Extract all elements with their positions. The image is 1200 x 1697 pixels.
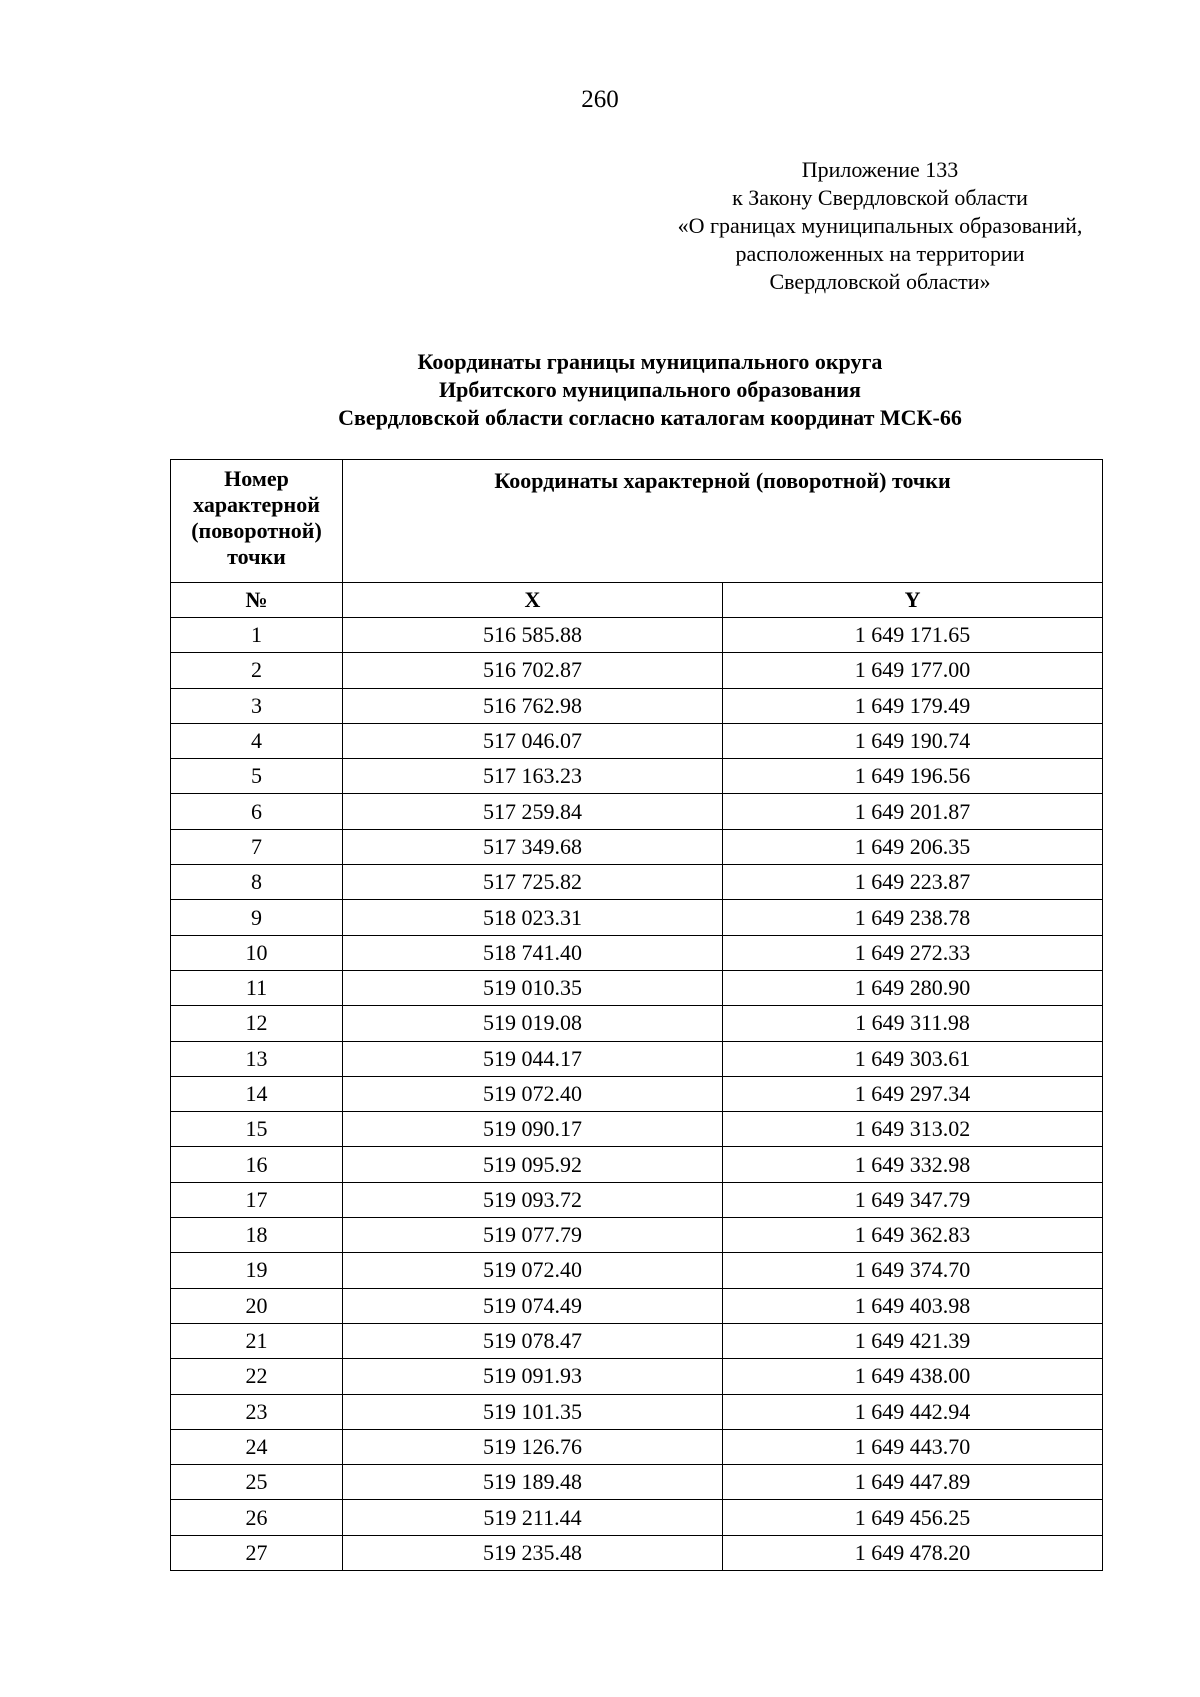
- y-coordinate-cell: 1 649 171.65: [723, 618, 1103, 653]
- table-row: [171, 829, 1103, 864]
- point-number-cell: 20: [171, 1288, 343, 1323]
- table-row: [171, 1500, 1103, 1535]
- y-coordinate-cell: 1 649 443.70: [723, 1429, 1103, 1464]
- point-number-cell: 2: [171, 653, 343, 688]
- y-coordinate-cell: 1 649 272.33: [723, 935, 1103, 970]
- point-number-cell: 16: [171, 1147, 343, 1182]
- table-row: [171, 865, 1103, 900]
- header-coordinates: Координаты характерной (поворотной) точки: [343, 460, 1103, 583]
- table-body: [171, 618, 1103, 1571]
- table-row: [171, 794, 1103, 829]
- point-number-cell: 12: [171, 1006, 343, 1041]
- point-number-cell: 21: [171, 1323, 343, 1358]
- appendix-line: Свердловской области»: [769, 269, 991, 294]
- y-coordinate-cell: 1 649 421.39: [723, 1323, 1103, 1358]
- y-coordinate-cell: 1 649 313.02: [723, 1112, 1103, 1147]
- appendix-line: Приложение 133: [801, 157, 959, 182]
- y-coordinate-cell: 1 649 438.00: [723, 1359, 1103, 1394]
- y-coordinate-cell: 1 649 332.98: [723, 1147, 1103, 1182]
- title-line: Ирбитского муниципального образования: [439, 377, 861, 402]
- point-number-cell: 24: [171, 1429, 343, 1464]
- y-coordinate-cell: 1 649 177.00: [723, 653, 1103, 688]
- table-row: [171, 1218, 1103, 1253]
- x-coordinate-cell: 519 235.48: [343, 1535, 723, 1570]
- y-coordinate-cell: 1 649 442.94: [723, 1394, 1103, 1429]
- title-line: Координаты границы муниципального округа: [417, 349, 883, 374]
- x-coordinate-cell: 519 019.08: [343, 1006, 723, 1041]
- table-row: [171, 653, 1103, 688]
- x-coordinate-cell: 519 072.40: [343, 1253, 723, 1288]
- x-coordinate-cell: 519 126.76: [343, 1429, 723, 1464]
- y-coordinate-cell: 1 649 362.83: [723, 1218, 1103, 1253]
- column-number-header: №: [171, 583, 343, 618]
- page-number: 260: [581, 86, 619, 113]
- table-row: [171, 935, 1103, 970]
- table-row: [171, 1429, 1103, 1464]
- y-coordinate-cell: 1 649 179.49: [723, 688, 1103, 723]
- point-number-cell: 9: [171, 900, 343, 935]
- column-x-header: X: [343, 583, 723, 618]
- point-number-cell: 14: [171, 1076, 343, 1111]
- table-row: [171, 1359, 1103, 1394]
- point-number-cell: 8: [171, 865, 343, 900]
- y-coordinate-cell: 1 649 201.87: [723, 794, 1103, 829]
- header-point-number: Номер характерной (поворотной) точки: [171, 460, 343, 583]
- coordinates-table: [170, 459, 1103, 1571]
- appendix-line: расположенных на территории: [735, 241, 1025, 266]
- x-coordinate-cell: 517 163.23: [343, 759, 723, 794]
- y-coordinate-cell: 1 649 280.90: [723, 970, 1103, 1005]
- point-number-cell: 6: [171, 794, 343, 829]
- point-number-cell: 5: [171, 759, 343, 794]
- point-number-cell: 13: [171, 1041, 343, 1076]
- table-row: [171, 1006, 1103, 1041]
- x-coordinate-cell: 519 072.40: [343, 1076, 723, 1111]
- appendix-line: «О границах муниципальных образований,: [677, 213, 1083, 238]
- x-coordinate-cell: 519 189.48: [343, 1465, 723, 1500]
- table-row: [171, 1288, 1103, 1323]
- point-number-cell: 17: [171, 1182, 343, 1217]
- point-number-cell: 26: [171, 1500, 343, 1535]
- column-y-header: Y: [723, 583, 1103, 618]
- point-number-cell: 3: [171, 688, 343, 723]
- y-coordinate-cell: 1 649 347.79: [723, 1182, 1103, 1217]
- point-number-cell: 7: [171, 829, 343, 864]
- y-coordinate-cell: 1 649 238.78: [723, 900, 1103, 935]
- x-coordinate-cell: 517 349.68: [343, 829, 723, 864]
- table-row: [171, 1182, 1103, 1217]
- table-row: [171, 1112, 1103, 1147]
- x-coordinate-cell: 519 095.92: [343, 1147, 723, 1182]
- point-number-cell: 22: [171, 1359, 343, 1394]
- point-number-cell: 15: [171, 1112, 343, 1147]
- x-coordinate-cell: 519 101.35: [343, 1394, 723, 1429]
- y-coordinate-cell: 1 649 447.89: [723, 1465, 1103, 1500]
- y-coordinate-cell: 1 649 456.25: [723, 1500, 1103, 1535]
- x-coordinate-cell: 519 010.35: [343, 970, 723, 1005]
- appendix-reference: [620, 156, 1140, 296]
- point-number-cell: 27: [171, 1535, 343, 1570]
- x-coordinate-cell: 519 091.93: [343, 1359, 723, 1394]
- table-row: [171, 759, 1103, 794]
- y-coordinate-cell: 1 649 206.35: [723, 829, 1103, 864]
- point-number-cell: 19: [171, 1253, 343, 1288]
- x-coordinate-cell: 518 741.40: [343, 935, 723, 970]
- x-coordinate-cell: 516 585.88: [343, 618, 723, 653]
- point-number-cell: 4: [171, 723, 343, 758]
- table-row: [171, 1253, 1103, 1288]
- table-row: [171, 900, 1103, 935]
- table-row: [171, 1535, 1103, 1570]
- y-coordinate-cell: 1 649 190.74: [723, 723, 1103, 758]
- point-number-cell: 25: [171, 1465, 343, 1500]
- x-coordinate-cell: 517 725.82: [343, 865, 723, 900]
- point-number-cell: 18: [171, 1218, 343, 1253]
- point-number-cell: 11: [171, 970, 343, 1005]
- x-coordinate-cell: 517 259.84: [343, 794, 723, 829]
- y-coordinate-cell: 1 649 374.70: [723, 1253, 1103, 1288]
- x-coordinate-cell: 519 090.17: [343, 1112, 723, 1147]
- point-number-cell: 23: [171, 1394, 343, 1429]
- x-coordinate-cell: 519 077.79: [343, 1218, 723, 1253]
- table-row: [171, 618, 1103, 653]
- x-coordinate-cell: 516 702.87: [343, 653, 723, 688]
- table-row: [171, 688, 1103, 723]
- point-number-cell: 1: [171, 618, 343, 653]
- point-number-cell: 10: [171, 935, 343, 970]
- x-coordinate-cell: 519 078.47: [343, 1323, 723, 1358]
- x-coordinate-cell: 516 762.98: [343, 688, 723, 723]
- table-row: [171, 723, 1103, 758]
- x-coordinate-cell: 519 044.17: [343, 1041, 723, 1076]
- x-coordinate-cell: 519 074.49: [343, 1288, 723, 1323]
- table-row: [171, 1323, 1103, 1358]
- x-coordinate-cell: 519 211.44: [343, 1500, 723, 1535]
- x-coordinate-cell: 517 046.07: [343, 723, 723, 758]
- y-coordinate-cell: 1 649 403.98: [723, 1288, 1103, 1323]
- document-title: [170, 348, 1130, 432]
- y-coordinate-cell: 1 649 297.34: [723, 1076, 1103, 1111]
- table-row: [171, 970, 1103, 1005]
- title-line: Свердловской области согласно каталогам координат МСК-66: [338, 405, 962, 430]
- table-row: [171, 1041, 1103, 1076]
- x-coordinate-cell: 518 023.31: [343, 900, 723, 935]
- appendix-line: к Закону Свердловской области: [732, 185, 1028, 210]
- y-coordinate-cell: 1 649 478.20: [723, 1535, 1103, 1570]
- y-coordinate-cell: 1 649 311.98: [723, 1006, 1103, 1041]
- y-coordinate-cell: 1 649 196.56: [723, 759, 1103, 794]
- table-row: [171, 1147, 1103, 1182]
- table-row: [171, 1076, 1103, 1111]
- x-coordinate-cell: 519 093.72: [343, 1182, 723, 1217]
- y-coordinate-cell: 1 649 223.87: [723, 865, 1103, 900]
- y-coordinate-cell: 1 649 303.61: [723, 1041, 1103, 1076]
- table-row: [171, 1394, 1103, 1429]
- table-row: [171, 1465, 1103, 1500]
